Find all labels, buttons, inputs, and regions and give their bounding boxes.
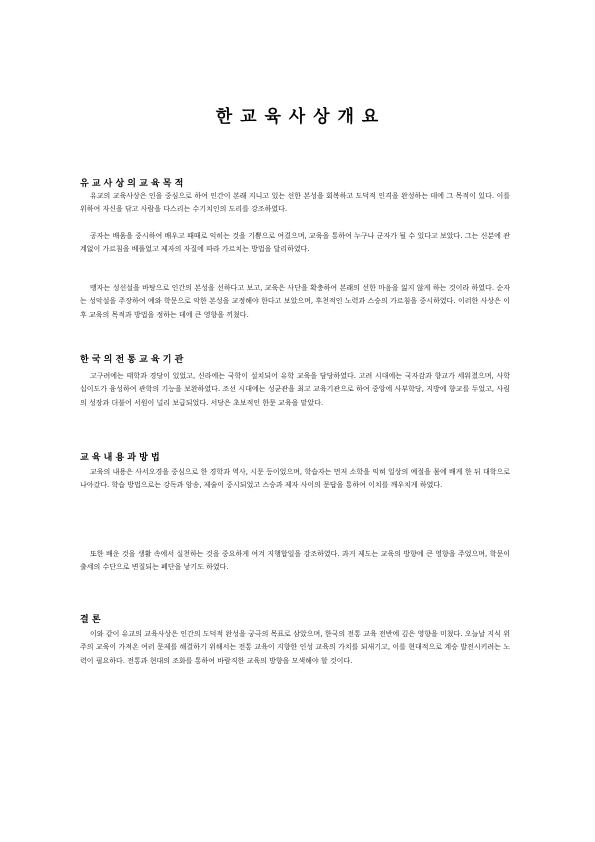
section-heading: 유 교 사 상 의 교 육 목 적 (80, 179, 184, 189)
section-heading: 결 론 (80, 615, 101, 625)
paragraph: 유교의 교육사상은 인을 중심으로 하여 인간이 본래 지니고 있는 선한 본성을 회복하고 도덕적 인격을 완성하는 데에 그 목적이 있다. 이를 위하여 자신을 닦고 사람을 다스리는 수기치인의 도리를 강조하였다. (80, 192, 510, 214)
section-heading: 교 육 내 용 과 방 법 (80, 453, 160, 463)
paragraph: 또한 배운 것을 생활 속에서 실천하는 것을 중요하게 여겨 지행합일을 강조하였다. 과거 제도는 교육의 방향에 큰 영향을 주었으며, 학문이 출세의 수단으로 변질되는 폐단을 낳기도 하였다. (80, 550, 510, 572)
paragraph: 고구려에는 태학과 경당이 있었고, 신라에는 국학이 설치되어 유학 교육을 담당하였다. 고려 시대에는 국자감과 향교가 세워졌으며, 사학 십이도가 융성하여 관학의 기능을 보완하였다. 조선 시대에는 성균관을 최고 교육기관으로 하여 중앙에 사부학당, 지방에 향교를 두었고, 사림의 성장과 더불어 서원이 널리 보급되었다. 서당은 초보적인 한문 교육을 맡았다. (80, 372, 510, 407)
section-heading: 한 국 의 전 통 교 육 기 관 (80, 355, 184, 365)
paragraph: 공자는 배움을 중시하여 배우고 때때로 익히는 것을 기쁨으로 여겼으며, 교육을 통하여 누구나 군자가 될 수 있다고 보았다. 그는 신분에 관계없이 가르침을 베풀었고 제자의 자질에 따라 가르치는 방법을 달리하였다. (80, 232, 510, 254)
paragraph: 교육의 내용은 사서오경을 중심으로 한 경학과 역사, 시문 등이었으며, 학습자는 먼저 소학을 익혀 일상의 예절을 몸에 배게 한 뒤 대학으로 나아갔다. 학습 방법으로는 강독과 암송, 제술이 중시되었고 스승과 제자 사이의 문답을 통하여 이치를 깨우치게 하였다. (80, 468, 510, 490)
paragraph: 맹자는 성선설을 바탕으로 인간의 본성을 선하다고 보고, 교육은 사단을 확충하여 본래의 선한 마음을 잃지 않게 하는 것이라 하였다. 순자는 성악설을 주장하여 예와 학문으로 악한 본성을 교정해야 한다고 보았으며, 후천적인 노력과 스승의 가르침을 중시하였다. 이러한 사상은 이후 교육의 목적과 방법을 정하는 데에 큰 영향을 끼쳤다. (80, 284, 510, 319)
document-title: 한 교 육 사 상 개 요 (215, 107, 380, 127)
paragraph: 이와 같이 유교의 교육사상은 인간의 도덕적 완성을 궁극의 목표로 삼았으며, 한국의 전통 교육 전반에 깊은 영향을 미쳤다. 오늘날 지식 위주의 교육이 가져온 여러 문제를 해결하기 위해서는 전통 교육이 지향한 인성 교육의 가치를 되새기고, 이를 현대적으로 계승 발전시키려는 노력이 필요하다. 전통과 현대의 조화를 통하여 바람직한 교육의 방향을 모색해야 할 것이다. (80, 630, 510, 665)
